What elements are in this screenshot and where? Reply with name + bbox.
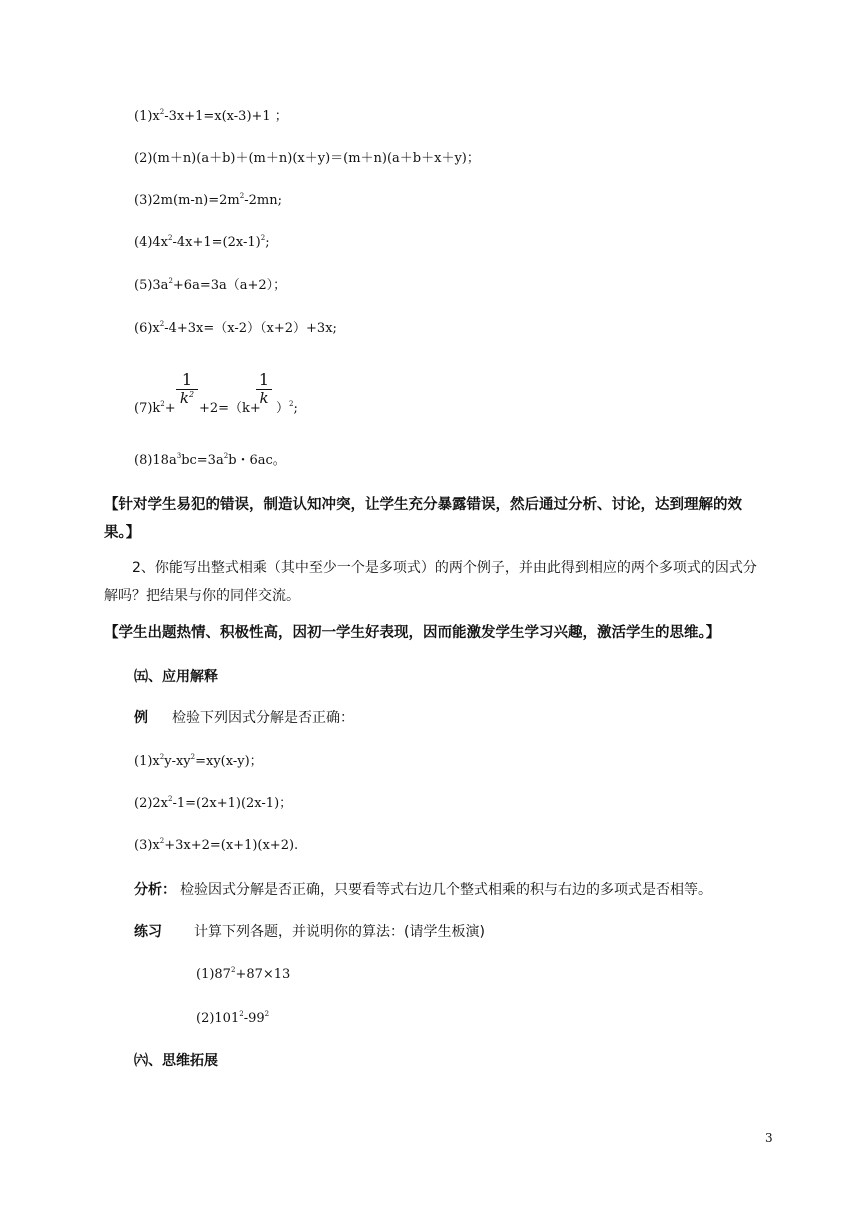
p1-part-b: +87×13 — [235, 967, 291, 982]
ex1-part-a: (1)x — [134, 754, 160, 769]
eq4-part-a: (4)4x — [134, 235, 169, 250]
eq7-part-c: +2=（k+ — [199, 401, 261, 416]
equation-2 — [134, 152, 480, 165]
eq3-part-a: (3)2m(m-n)=2m — [134, 193, 240, 208]
ex3-part-b: +3x+2=(x+1)(x+2). — [164, 838, 299, 853]
ex3-part-a: (3)x — [134, 838, 160, 853]
exponent: 2 — [159, 107, 165, 116]
exponent: 2 — [159, 752, 165, 761]
teacher-note-2: 【学生出题热情、积极性高，因初一学生好表现，因而能激发学生学习兴趣，激活学生的思维。】 — [104, 625, 721, 641]
section-heading-5: ㈤、应用解释 — [134, 669, 218, 685]
equation-7-end — [276, 399, 298, 416]
practice-item-1 — [196, 965, 291, 982]
example-item-3 — [134, 836, 299, 853]
eq4-part-b: -4x+1=(2x-1) — [172, 235, 261, 250]
eq5-part-a: (5)3a — [134, 278, 169, 293]
teacher-note-1: 【针对学生易犯的错误，制造认知冲突，让学生充分暴露错误，然后通过分析、讨论，达到理解的效果。】 — [104, 497, 742, 541]
fraction-numerator: 1 — [181, 370, 193, 389]
eq2-text: (2)(m＋n)(a＋b)＋(m＋n)(x＋y)＝(m＋n)(a＋b＋x＋y)； — [134, 151, 480, 166]
fraction-numerator: 1 — [258, 370, 270, 389]
exponent: 2 — [190, 752, 196, 761]
eq7-part-e: ; — [293, 401, 298, 416]
practice-text: 计算下列各题，并说明你的算法：(请学生板演) — [194, 924, 485, 940]
fraction-1-over-k-squared — [176, 372, 198, 405]
equation-5 — [134, 276, 287, 293]
exponent: 2 — [239, 1009, 244, 1018]
ex1-part-c: =xy(x-y)； — [195, 754, 263, 769]
eq7-part-d: ） — [276, 401, 290, 416]
example-label: 例 — [134, 710, 148, 726]
example-item-2 — [134, 794, 293, 811]
fraction-denominator: k — [259, 389, 269, 407]
exponent: 2 — [289, 399, 294, 408]
eq6-part-a: (6)x — [134, 321, 160, 336]
example-item-1 — [134, 752, 263, 769]
eq6-part-b: -4+3x=（x-2）（x+2）+3x; — [164, 321, 337, 336]
equation-7-middle — [199, 402, 261, 415]
exponent: 2 — [230, 965, 236, 974]
question-2-text: 2、你能写出整式相乘（其中至少一个是多项式）的两个例子，并由此得到相应的两个多项式的因式分解吗？把结果与你的同伴交流。 — [104, 560, 757, 604]
question-2 — [104, 554, 768, 610]
eq1-part-b: -3x+1=x(x-3)+1 ； — [164, 109, 288, 124]
equation-8 — [134, 451, 286, 468]
eq3-part-b: -2mn; — [244, 193, 282, 208]
equation-1 — [134, 107, 288, 124]
exponent: 2 — [160, 399, 165, 408]
eq8-part-c: b・6ac。 — [228, 453, 286, 468]
equation-6 — [134, 319, 337, 336]
practice-label: 练习 — [134, 924, 162, 940]
eq1-part-a: (1)x — [134, 109, 160, 124]
ex1-part-b: y-xy — [164, 754, 191, 769]
exponent: 2 — [168, 276, 173, 285]
exponent: 2 — [223, 451, 229, 460]
eq7-part-a: (7)k — [134, 401, 161, 416]
eq8-part-b: bc=3a — [181, 453, 224, 468]
exponent: 2 — [168, 233, 173, 242]
eq4-part-c: ; — [265, 235, 270, 250]
example-text: 检验下列因式分解是否正确： — [172, 710, 354, 726]
analysis-text: 检验因式分解是否正确，只要看等式右边几个整式相乘的积与右边的多项式是否相等。 — [180, 882, 712, 898]
equation-4 — [134, 233, 270, 250]
fraction-denominator: $k^2$ — [179, 389, 195, 407]
exponent: 2 — [260, 233, 266, 242]
equation-3 — [134, 191, 282, 208]
exponent: 2 — [168, 794, 173, 803]
practice-item-2 — [196, 1009, 270, 1026]
page-number: 3 — [765, 1131, 773, 1145]
exponent: 2 — [159, 319, 165, 328]
ex2-part-a: (2)2x — [134, 796, 169, 811]
exponent: 2 — [159, 836, 165, 845]
eq7-part-b: + — [164, 401, 176, 416]
exponent: 3 — [176, 451, 182, 460]
p2-part-a: (2)101 — [196, 1011, 240, 1026]
eq5-part-b: +6a=3a（a+2）； — [172, 278, 287, 293]
p2-part-b: -99 — [243, 1011, 265, 1026]
p1-part-a: (1)87 — [196, 967, 231, 982]
exponent: 2 — [239, 191, 245, 200]
eq8-part-a: (8)18a — [134, 453, 177, 468]
equation-7 — [134, 399, 176, 416]
ex2-part-b: -1=(2x+1)(2x-1)； — [172, 796, 293, 811]
analysis-label: 分析： — [134, 882, 176, 898]
section-heading-6: ㈥、思维拓展 — [134, 1053, 218, 1069]
exponent: 2 — [264, 1009, 270, 1018]
